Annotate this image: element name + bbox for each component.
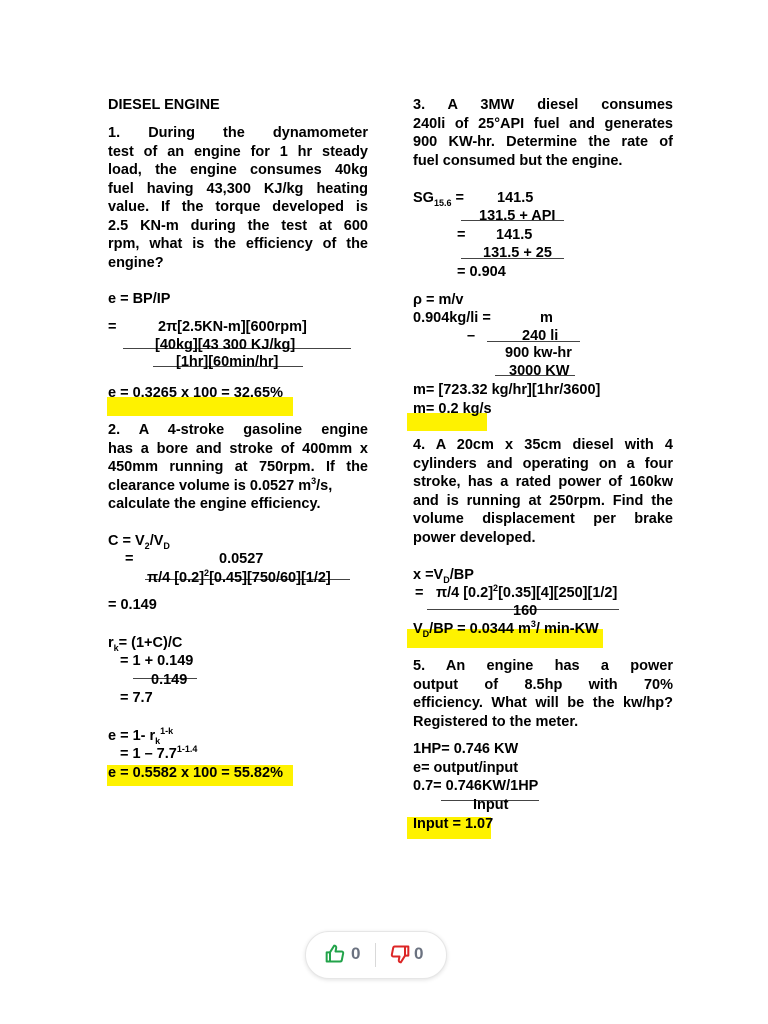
answer-3: m= 0.2 kg/s bbox=[413, 401, 492, 417]
efficiency-substitution: 0.7= 0.746KW/1HP bbox=[413, 778, 539, 794]
problem-1-line-4: fuel having 43,300 KJ/kg heating bbox=[108, 180, 368, 197]
problem-4-line-1: 4. A 20cm x 35cm diesel with 4 bbox=[413, 437, 673, 453]
problem-3-line-3: 900 KW-hr. Determine the rate of bbox=[413, 134, 673, 150]
problem-3-line-2: 240li of 25°API fuel and generates bbox=[413, 115, 673, 132]
problem-1-line-1: 1. During the dynamometer bbox=[108, 125, 368, 141]
density-volume: 240 li bbox=[522, 328, 559, 344]
eq-denominator-1: [40kg][43 300 KJ/kg] bbox=[155, 337, 296, 353]
problem-1-line-6: 2.5 KN-m during the test at 600 bbox=[108, 217, 368, 234]
density-dash: – bbox=[467, 328, 476, 344]
sg-numerator-2: 141.5 bbox=[496, 227, 533, 243]
divider bbox=[375, 943, 376, 967]
like-count: 0 bbox=[351, 944, 361, 963]
problem-2-line-5: calculate the engine efficiency. bbox=[108, 496, 321, 512]
problem-2-line-2: has a bore and stroke of 400mm x bbox=[108, 440, 368, 457]
problem-4-line-6: power developed. bbox=[413, 529, 536, 546]
problem-3-line-1: 3. A 3MW diesel consumes bbox=[413, 97, 673, 113]
sg-denominator-2: 131.5 + 25 bbox=[483, 245, 552, 261]
eq-compression-ratio: $r_k= (1+C)/C$ bbox=[108, 635, 183, 653]
eq-displacement: $x =V_D/BP$ bbox=[413, 567, 474, 585]
density-line-2: 0.904kg/li = bbox=[413, 310, 491, 326]
doc-title: DIESEL ENGINE bbox=[108, 97, 220, 113]
problem-5-line-3: efficiency. What will be the kw/hp? bbox=[413, 695, 673, 711]
answer-1: e = 0.3265 x 100 = 32.65% bbox=[108, 385, 283, 401]
problem-4-line-3: stroke, has a rated power of 160kw bbox=[413, 474, 673, 490]
eq-clearance: $C = V_2/V_D$ bbox=[108, 533, 170, 551]
eq-efficiency: e = BP/IP bbox=[108, 291, 171, 307]
eq-denominator-2: [1hr][60min/hr] bbox=[176, 354, 279, 370]
thumbs-up-icon[interactable] bbox=[325, 944, 345, 964]
eq-specific-gravity: $SG_{15.6}$ = bbox=[413, 190, 464, 208]
answer-2: e = 0.5582 x 100 = 55.82% bbox=[108, 765, 283, 781]
problem-4-line-2: cylinders and operating on a four bbox=[413, 455, 673, 472]
problem-2-line-4: clearance volume is 0.0527 $m^3/s$, bbox=[108, 475, 333, 494]
problem-5-line-1: 5. An engine has a power bbox=[413, 658, 673, 674]
problem-1-line-2: test of an engine for 1 hr steady bbox=[108, 143, 368, 160]
density-mass: m bbox=[540, 310, 553, 326]
eq-equals-sign: = bbox=[415, 585, 424, 601]
thumbs-down-icon[interactable] bbox=[390, 944, 410, 964]
problem-1-line-3: load, the engine consumes 40kg bbox=[108, 162, 368, 178]
answer-5: Input = 1.07 bbox=[413, 816, 494, 832]
compression-ratio-line-3: 0.149 bbox=[151, 672, 188, 688]
answer-4: $V_D/BP = 0.0344$ $m^3/$ min-KW bbox=[413, 619, 599, 639]
problem-1-line-8: engine? bbox=[108, 254, 164, 271]
problem-2-line-1: 2. A 4-stroke gasoline engine bbox=[108, 422, 368, 438]
displacement-numerator: π/4 $[0.2]^2[0.35][4][250][1/2]$ bbox=[436, 583, 618, 601]
displacement-denominator: 160 bbox=[513, 603, 538, 619]
compression-ratio-value: = 7.7 bbox=[120, 690, 153, 706]
eq-density: ρ = m/v bbox=[413, 292, 464, 308]
problem-2-line-3: 450mm running at 750rpm. If the bbox=[108, 459, 368, 475]
problem-1-line-5: value. If the torque developed is bbox=[108, 199, 368, 215]
feedback-bar bbox=[305, 931, 447, 979]
clearance-value: = 0.149 bbox=[108, 597, 157, 613]
dislike-count: 0 bbox=[414, 944, 424, 963]
density-energy: 900 kw-hr bbox=[505, 345, 572, 361]
sg-denominator: 131.5 + API bbox=[479, 208, 556, 224]
sg-value: = 0.904 bbox=[457, 264, 506, 280]
eq-equals-sign: = bbox=[457, 227, 466, 243]
efficiency-formula: e= output/input bbox=[413, 759, 519, 776]
efficiency-denominator: Input bbox=[473, 797, 509, 813]
problem-4-line-4: and is running at 250rpm. Find the bbox=[413, 492, 673, 509]
hp-conversion: 1HP= 0.746 KW bbox=[413, 741, 519, 757]
eq-equals-sign: = bbox=[125, 551, 134, 567]
compression-ratio-line-2: = 1 + 0.149 bbox=[120, 653, 194, 669]
eq-numerator: 2π[2.5KN-m][600rpm] bbox=[158, 319, 307, 335]
sg-numerator: 141.5 bbox=[497, 190, 534, 206]
problem-4-line-5: volume displacement per brake bbox=[413, 511, 673, 527]
eq-numerator: 0.0527 bbox=[219, 551, 264, 567]
eq-efficiency-otto: e = 1- $r_k^{1-k}$ bbox=[108, 726, 174, 746]
problem-5-line-4: Registered to the meter. bbox=[413, 713, 579, 730]
problem-3-line-4: fuel consumed but the engine. bbox=[413, 152, 623, 169]
eq-denominator: π/4 $[0.2]^2[0.45][750/60][1/2]$ bbox=[147, 568, 331, 586]
problem-5-line-2: output of 8.5hp with 70% bbox=[413, 676, 673, 693]
mass-flow-eq: m= [723.32 kg/hr][1hr/3600] bbox=[413, 382, 601, 398]
eq-equals-sign: = bbox=[108, 319, 117, 335]
problem-1-line-7: rpm, what is the efficiency of the bbox=[108, 236, 368, 252]
efficiency-line-2: = $1 - 7.7^{1-1.4}$ bbox=[120, 744, 198, 762]
density-power: 3000 KW bbox=[509, 363, 570, 379]
